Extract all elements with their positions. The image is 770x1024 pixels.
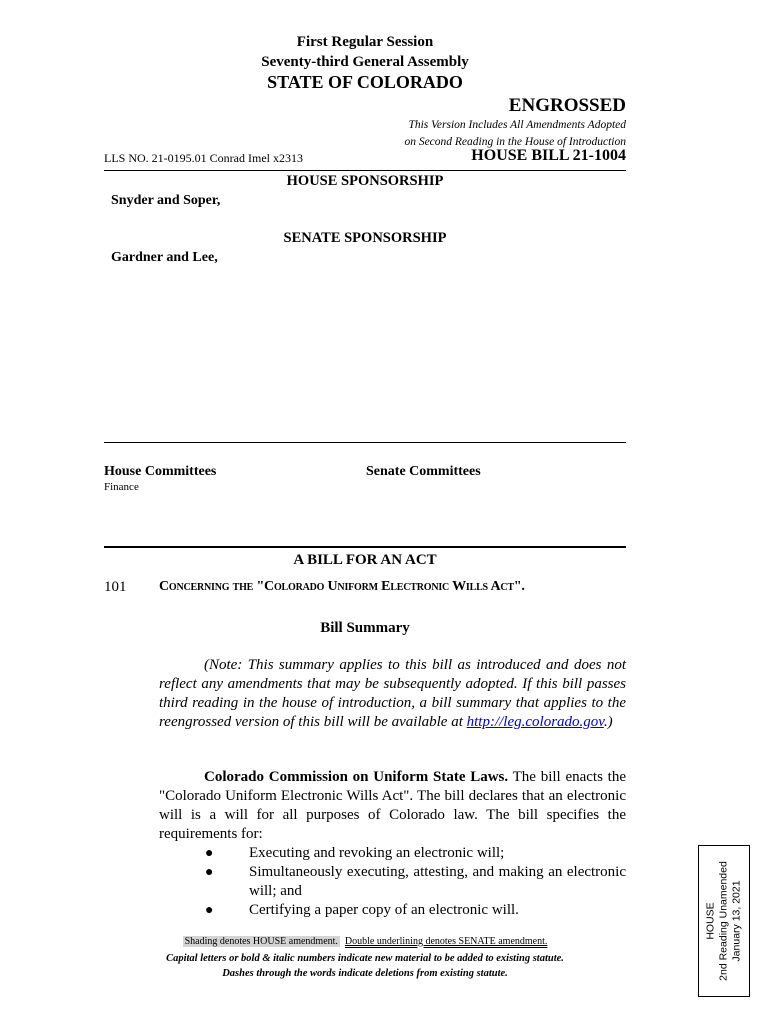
capital-letters-legend: Capital letters or bold & italic numbers indicate new material to be added to existing statute. [166,953,564,964]
bullet-icon: ● [205,903,214,918]
bill-number: HOUSE BILL 21-1004 [471,147,626,164]
summary-bullets [205,844,626,920]
assembly-title: Seventy-third General Assembly [261,54,469,70]
dashes-legend: Dashes through the words indicate deletions from existing statute. [222,968,508,979]
version-note-line-2: on Second Reading in the House of Introduction [404,136,626,148]
amendment-legend [104,936,626,947]
version-status: ENGROSSED [508,95,626,116]
summary-body [159,768,626,844]
note-end: .) [603,714,613,730]
stamp-reading: 2nd Reading Unamended [717,861,730,981]
bullet-icon: ● [205,865,214,880]
summary-text: The bill enacts the "Colorado Uniform Electronic Wills Act". The bill declares that an electronic will is a will for all purposes of Colorado law. The bill specifies the requirements for: [159,769,626,842]
senate-committees-title: Senate Committees [366,464,481,479]
version-note [404,117,626,151]
committees-rule-bottom [104,546,626,548]
state-title: STATE OF COLORADO [267,72,463,92]
house-sponsorship-title: HOUSE SPONSORSHIP [286,173,444,189]
list-item: ● Simultaneously executing, attesting, and making an electronic will; and [205,864,626,899]
house-committees-title: House Committees [104,464,217,479]
note-text: (Note: This summary applies to this bill as introduced and does not reflect any amendments that may be subsequently adopted. If this bill passes third reading in the house of introduction, a bill summary that applies to the reengrossed version of this bill will be available at [159,657,626,730]
reading-stamp [698,845,750,997]
version-note-line-1: This Version Includes All Amendments Adopted [408,119,626,131]
senate-sponsors: Gardner and Lee, [111,250,218,265]
stamp-chamber: HOUSE [704,902,717,940]
senate-sponsorship-title: SENATE SPONSORSHIP [283,230,447,246]
summary-title: Bill Summary [320,620,410,636]
leg-website-link[interactable]: http://leg.colorado.gov [466,714,604,730]
act-title: A BILL FOR AN ACT [293,552,437,568]
header-rule [104,170,626,171]
house-sponsors: Snyder and Soper, [111,193,221,208]
list-item: ● Executing and revoking an electronic will; [205,845,505,861]
bill-title-concerning: Concerning the "Colorado Uniform Electronic Wills Act". [159,579,525,594]
summary-note [159,656,626,732]
statute-legend [104,951,626,981]
senate-underline-legend: Double underlining denotes SENATE amendment. [344,936,548,947]
house-committees-list: Finance [104,481,139,493]
stamp-date: January 13, 2021 [730,880,743,962]
session-title: First Regular Session [296,34,434,50]
line-number: 101 [104,579,127,595]
list-item: ● Certifying a paper copy of an electronic will. [205,902,519,918]
bullet-icon: ● [205,846,214,861]
committees-rule-top [104,442,626,443]
summary-lead: Colorado Commission on Uniform State Laws. [204,769,509,785]
house-shading-legend: Shading denotes HOUSE amendment. [184,936,338,947]
lls-number: LLS NO. 21-0195.01 Conrad Imel x2313 [104,151,303,165]
